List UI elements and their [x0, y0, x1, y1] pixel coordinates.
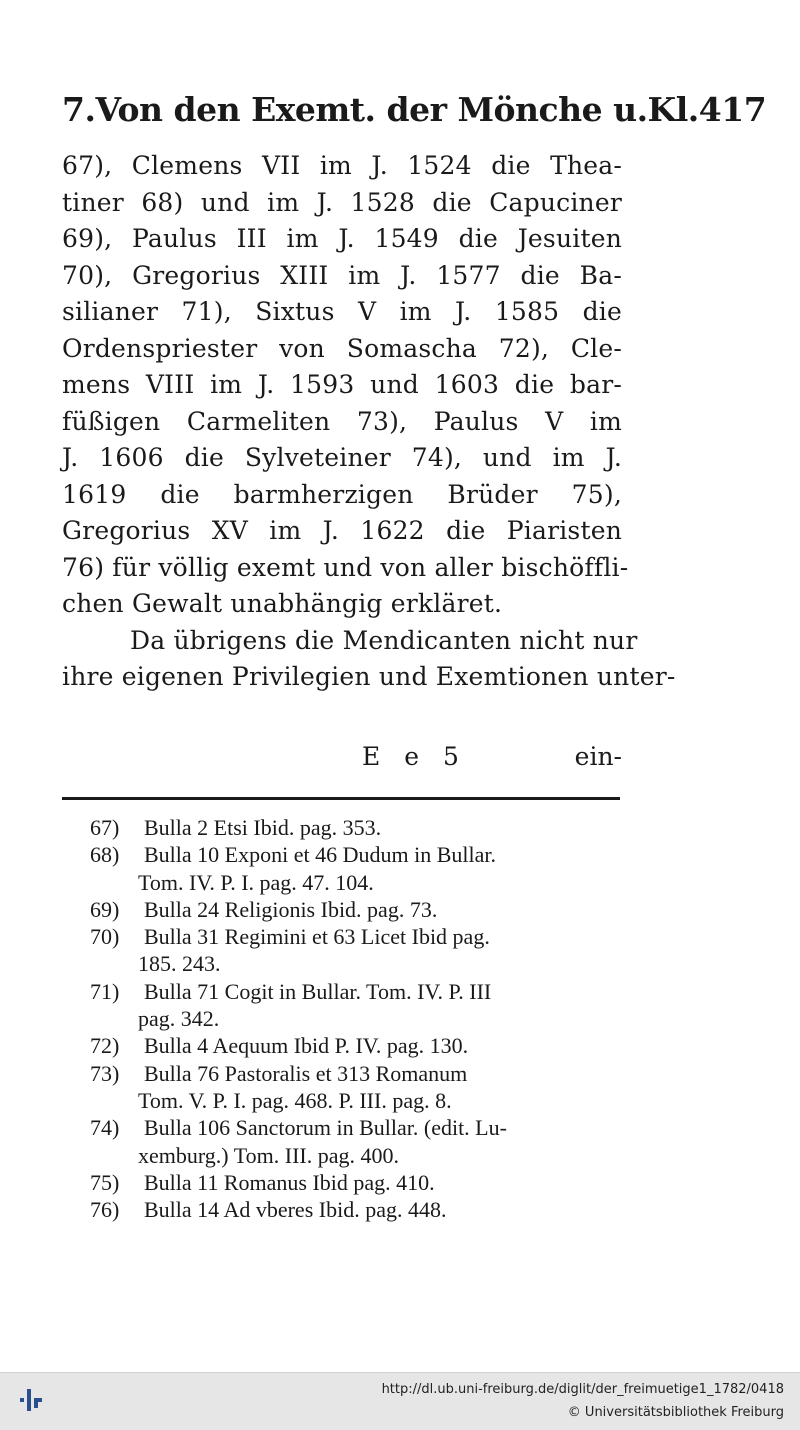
footnote-text: Tom. IV. P. I. pag. 47. 104.: [138, 869, 374, 895]
page-number: 417: [698, 90, 767, 129]
footnotes: [90, 814, 630, 1223]
footnote-number: 75): [90, 1169, 120, 1195]
footnote-line: [90, 1196, 630, 1223]
footnote-text: pag. 342.: [138, 1006, 220, 1032]
footnote-line: [90, 950, 630, 977]
footnote-number: 71): [90, 978, 120, 1004]
footnote-line: [90, 978, 630, 1005]
text-line: 76) für völlig exemt und von aller bischöffli-: [62, 552, 629, 582]
text-line: 70), Gregorius XIII im J. 1577 die Ba-: [62, 260, 622, 290]
text-line: Da übrigens die Mendicanten nicht nur: [130, 625, 638, 655]
text-line: Ordenspriester von Somascha 72), Cle-: [62, 333, 622, 363]
footnote-line: [90, 1032, 630, 1059]
footnote-text: Bulla 10 Exponi et 46 Dudum in Bullar.: [144, 842, 496, 868]
footnote-number: 74): [90, 1115, 120, 1141]
text-line: 1619 die barmherzigen Brüder 75),: [62, 479, 622, 509]
text-line: tiner 68) und im J. 1528 die Capuciner: [62, 187, 622, 217]
text-line: Gregorius XV im J. 1622 die Piaristen: [62, 516, 622, 545]
running-head-title: 7.Von den Exemt. der Mönche u.Kl.: [62, 90, 699, 129]
footnote-line: [90, 1060, 630, 1087]
main-text: [62, 148, 676, 696]
footnote-number: 68): [90, 842, 120, 868]
footnote-number: 70): [90, 924, 120, 950]
text-line: 67), Clemens VII im J. 1524 die Thea-: [62, 151, 622, 180]
text-line: chen Gewalt unabhängig erkläret.: [62, 589, 503, 618]
footnote-line: [90, 814, 630, 841]
footnote-line: [90, 841, 630, 868]
footnote-text: xemburg.) Tom. III. pag. 400.: [138, 1142, 399, 1168]
footnote-text: Bulla 4 Aequum Ibid P. IV. pag. 130.: [144, 1033, 469, 1059]
footnote-text: Bulla 2 Etsi Ibid. pag. 353.: [144, 815, 382, 840]
footnote-line: [90, 869, 630, 896]
catchword: ein-: [574, 742, 622, 771]
footnote-line: [90, 896, 630, 923]
text-line: silianer 71), Sixtus V im J. 1585 die: [62, 297, 622, 326]
library-logo-icon: [20, 1385, 42, 1415]
printer-signature: E e 5: [362, 742, 467, 771]
text-line: mens VIII im J. 1593 und 1603 die bar-: [62, 370, 622, 399]
viewer-footer: [0, 1372, 800, 1430]
text-line: füßigen Carmeliten 73), Paulus V im: [62, 406, 622, 436]
footnote-text: Tom. V. P. I. pag. 468. P. III. pag. 8.: [138, 1087, 452, 1113]
footnote-line: [90, 1142, 630, 1169]
footnote-text: 185. 243.: [138, 951, 221, 977]
footnote-text: Bulla 14 Ad vberes Ibid. pag. 448.: [144, 1197, 447, 1223]
footnote-line: [90, 923, 630, 950]
footnote-line: [90, 1114, 630, 1141]
copyright-notice: © Universitätsbibliothek Freiburg: [567, 1405, 784, 1420]
footnote-text: Bulla 24 Religionis Ibid. pag. 73.: [144, 896, 438, 922]
text-line: 69), Paulus III im J. 1549 die Jesuiten: [62, 224, 622, 253]
footnote-number: 67): [90, 815, 120, 840]
footnote-number: 73): [90, 1060, 120, 1086]
footnote-text: Bulla 11 Romanus Ibid pag. 410.: [144, 1169, 435, 1195]
footnote-line: [90, 1005, 630, 1032]
footnote-text: Bulla 71 Cogit in Bullar. Tom. IV. P. III: [144, 978, 492, 1004]
text-line: ihre eigenen Privilegien und Exemtionen unter-: [62, 662, 676, 691]
running-head: [62, 90, 767, 140]
page-url[interactable]: http://dl.ub.uni-freiburg.de/diglit/der_freimuetige1_1782/0418: [381, 1382, 784, 1397]
text-line: J. 1606 die Sylveteiner 74), und im J.: [62, 443, 622, 472]
signature-line: [62, 742, 622, 778]
footnote-number: 72): [90, 1033, 120, 1059]
footnote-line: [90, 1087, 630, 1114]
footnote-text: Bulla 31 Regimini et 63 Licet Ibid pag.: [144, 924, 490, 950]
footnote-text: Bulla 106 Sanctorum in Bullar. (edit. Lu-: [144, 1115, 507, 1141]
footnote-text: Bulla 76 Pastoralis et 313 Romanum: [144, 1060, 468, 1086]
footnote-number: 76): [90, 1197, 120, 1223]
footnote-rule: [62, 797, 620, 800]
footnote-number: 69): [90, 896, 120, 922]
footnote-line: [90, 1169, 630, 1196]
